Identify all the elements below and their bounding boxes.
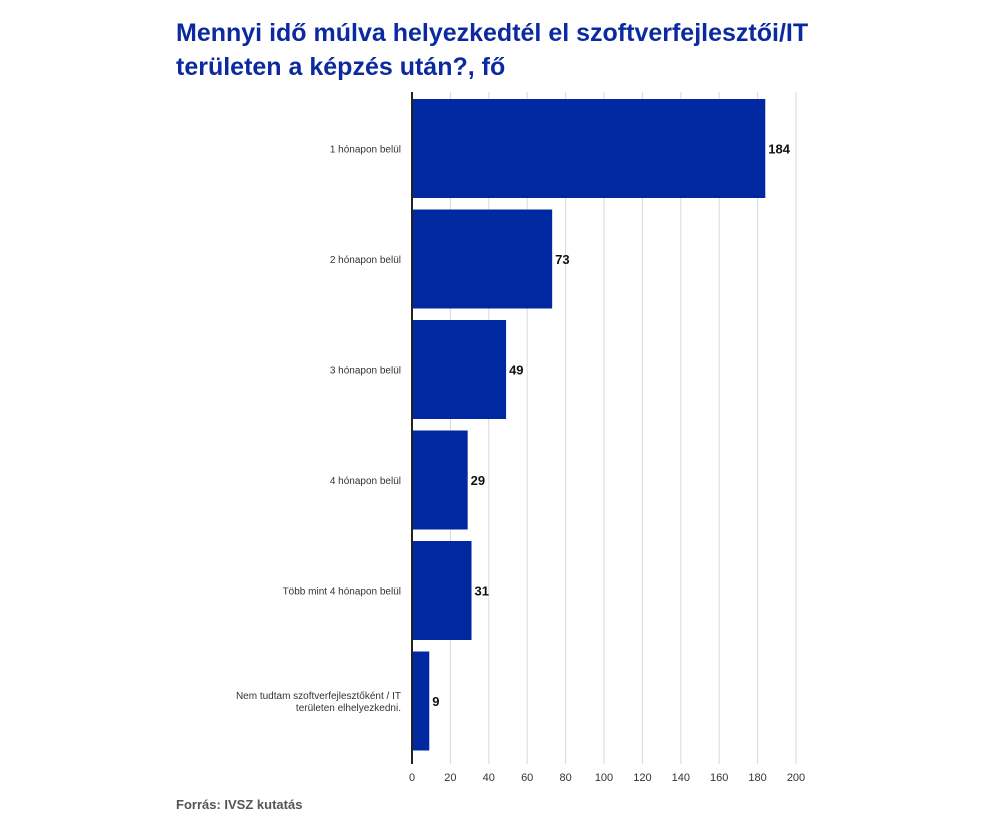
x-tick-label: 140 [671, 772, 690, 784]
x-tick-label: 120 [633, 772, 652, 784]
value-label: 49 [509, 362, 524, 378]
x-tick-label: 40 [482, 772, 495, 784]
value-label: 9 [432, 694, 440, 709]
category-label-line: 1 hónapon belül [329, 144, 401, 156]
category-label [330, 145, 401, 156]
bar [412, 652, 429, 751]
category-label [330, 255, 401, 266]
bar [412, 431, 468, 530]
category-label-line: 2 hónapon belül [329, 255, 401, 266]
source-note: Forrás: IVSZ kutatás [176, 797, 303, 812]
x-tick-label: 80 [559, 772, 572, 784]
category-labels [236, 145, 401, 715]
value-label: 73 [555, 252, 570, 267]
x-tick-label: 100 [594, 772, 614, 784]
bar [412, 541, 472, 640]
x-tick-label: 180 [748, 772, 767, 784]
category-label [330, 366, 401, 377]
x-tick-label: 200 [786, 772, 806, 784]
chart-title: Mennyi idő múlva helyezkedtél el szoftverfejlesztői/IT területen a képzés után?, fő [176, 19, 809, 81]
x-tick-label: 160 [710, 772, 729, 784]
x-tick-label: 20 [444, 772, 457, 784]
x-tick-label: 0 [408, 772, 416, 784]
bar [412, 320, 506, 419]
value-label: 31 [474, 583, 489, 599]
category-label-line: Nem tudtam szoftverfejlesztőként / IT [235, 691, 401, 702]
category-label-line: Több mint 4 hónapon belül [282, 586, 401, 598]
category-label [236, 691, 401, 714]
bar [412, 99, 765, 198]
x-tick-labels [409, 772, 805, 784]
x-tick-label: 60 [521, 772, 534, 784]
value-label: 29 [470, 473, 486, 488]
category-label-line: 4 hónapon belül [329, 476, 401, 487]
category-label-line: 3 hónapon belül [329, 365, 401, 377]
bars [412, 99, 765, 751]
value-label: 184 [768, 141, 790, 157]
category-label [330, 476, 401, 487]
category-label-line: területen elhelyezkedni. [295, 703, 401, 714]
category-label [283, 587, 401, 598]
bar [412, 210, 552, 309]
